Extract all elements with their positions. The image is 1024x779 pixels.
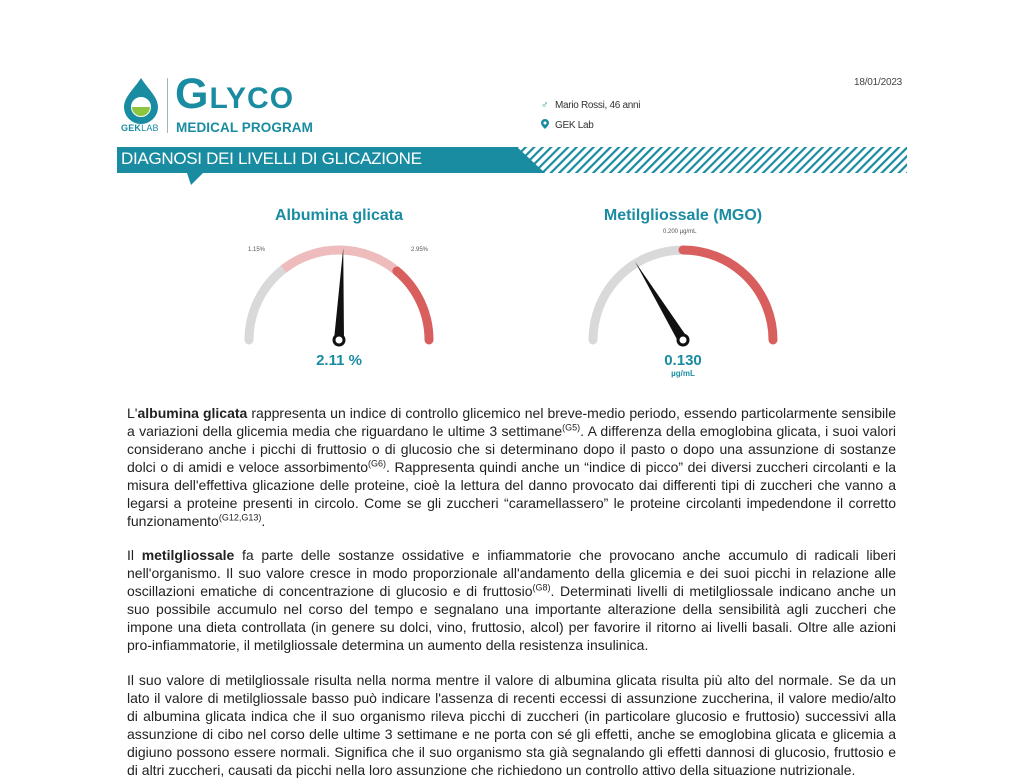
gauge-mgo	[583, 240, 783, 350]
gauge-albumina	[239, 240, 439, 350]
gauge-needle	[635, 262, 687, 343]
text-run: . Rappresenta quindi anche un “indice di picco” dei diversi zuccheri circolanti e la misura dell'effettiva glicazione delle proteine, cioè la lettura del danno provocato dai differenti tipi di zuccheri che vanno a legarsi a proteine presenti in circolo. Come se gli zuccheri “caramellassero” le proteine circolanti impedendone il corretto funzionamento	[127, 459, 896, 529]
section-title: DIAGNOSI DEI LIVELLI DI GLICAZIONE	[121, 149, 422, 168]
brand-subtitle: MEDICAL PROGRAM	[176, 120, 314, 135]
company-logo-text	[121, 123, 159, 133]
gauge-albumina-tick-low: 1.15%	[248, 247, 266, 253]
citation-ref: (G6)	[368, 458, 386, 469]
gauge-band-high	[683, 250, 773, 340]
citation-ref: (G12,G13)	[218, 512, 262, 523]
gauge-band-low	[249, 269, 284, 340]
gauge-needle-hub	[678, 335, 688, 345]
text-run: L'	[127, 405, 138, 421]
gauge-mgo-tick-mid: 0.200 µg/mL	[663, 229, 697, 235]
gauge-albumina-tick-high: 2.95%	[411, 247, 429, 253]
patient-name-age: Mario Rossi, 46 anni	[555, 100, 641, 111]
report-date: 18/01/2023	[854, 77, 903, 88]
paragraph-metilgliossale	[127, 546, 896, 654]
gauge-mgo-value: 0.130	[664, 352, 702, 369]
patient-name-row	[541, 100, 640, 111]
gauge-needle	[334, 248, 344, 340]
logo-divider	[167, 78, 168, 133]
bold-term: metilgliossale	[141, 547, 235, 563]
gauge-band-normal	[593, 250, 683, 340]
text-run: . Determinati livelli di metilgliossale indicano anche un suo possibile accumulo nel corso del tempo e segnalano una importante alterazione della sensibilità agli zuccheri che impone una dieta controllata (in genere su dolci, vino, fruttosio, alcol) per favorire il ritorno ai livelli basali. Oltre alle azioni pro-infiammatorie, il metilgliossale determina un aumento della resistenza insulinica.	[127, 583, 896, 653]
male-icon: ♂	[541, 100, 549, 111]
text-run: fa parte delle sostanze ossidative e infiammatorie che provocano anche accumulo di radicali liberi nell'organismo. Il suo valore cresce in modo proporzionale all'andamento della glicemia e dei suoi picchi in relazione alle oscillazioni ematiche di concentrazione di glucosio e di fruttosio	[127, 547, 896, 599]
text-run: .	[261, 513, 266, 529]
lab-name: GEK Lab	[555, 120, 594, 131]
company-bold: GEK	[121, 123, 142, 133]
gauge-albumina-title: Albumina glicata	[274, 207, 404, 224]
drop-logo-icon	[121, 75, 161, 125]
text-run: . A differenza della emoglobina glicata, i suoi valori considerano anche i picchi di fruttosio o di glucosio che si determinano dopo il pasto o dopo una assunzione di sostanze dolci o di amidi e veloce assorbimento	[127, 423, 896, 475]
lab-row	[541, 119, 593, 132]
gauge-albumina-value: 2.11 %	[316, 352, 362, 369]
company-light: LAB	[141, 123, 159, 133]
brand-title: Glyco	[175, 70, 295, 118]
text-run: Il	[127, 547, 142, 563]
text-run: Il suo valore di metilgliossale risulta nella norma mentre il valore di albumina glicata risulta più alto del normale. Se da un lato il valore di metilgliossale basso può indicare l'assenza di recenti eccessi di assunzione zuccherina, il valore medio/alto di albumina glicata indica che il suo organismo rileva picchi di zuccheri (in particolare glucosio e fruttosio) successivi alla assunzione di cibo nel corso delle ultime 3 settimane e ne porta con sé gli effetti, anche se emoglobina glicata e glicemia a digiuno possono essere normali. Significa che il suo organismo sta già segnalando gli effetti dannosi di glucosio, fruttosio e di altri zuccheri, causati da picchi nella loro assunzione che richiedono un controllo attivo della situazione nutrizionale.	[127, 672, 896, 778]
gauge-mgo-title: Metilgliossale (MGO)	[603, 207, 763, 224]
citation-ref: (G5)	[562, 422, 581, 433]
gauge-band-high	[397, 271, 429, 340]
text-run: rappresenta un indice di controllo glicemico nel breve-medio periodo, essendo particolarmente sensibile a variazioni della glicemia media che riguardano le ultime 3 settimane	[127, 405, 896, 439]
paragraph-albumina	[127, 404, 896, 530]
gauge-needle-hub	[334, 335, 344, 345]
location-pin-icon	[541, 119, 555, 132]
paragraph-conclusione	[127, 671, 896, 779]
bold-term: albumina glicata	[137, 405, 248, 421]
citation-ref: (G8)	[532, 582, 551, 593]
gauge-mgo-unit: µg/mL	[671, 369, 695, 378]
gauge-band-normal	[284, 250, 397, 271]
